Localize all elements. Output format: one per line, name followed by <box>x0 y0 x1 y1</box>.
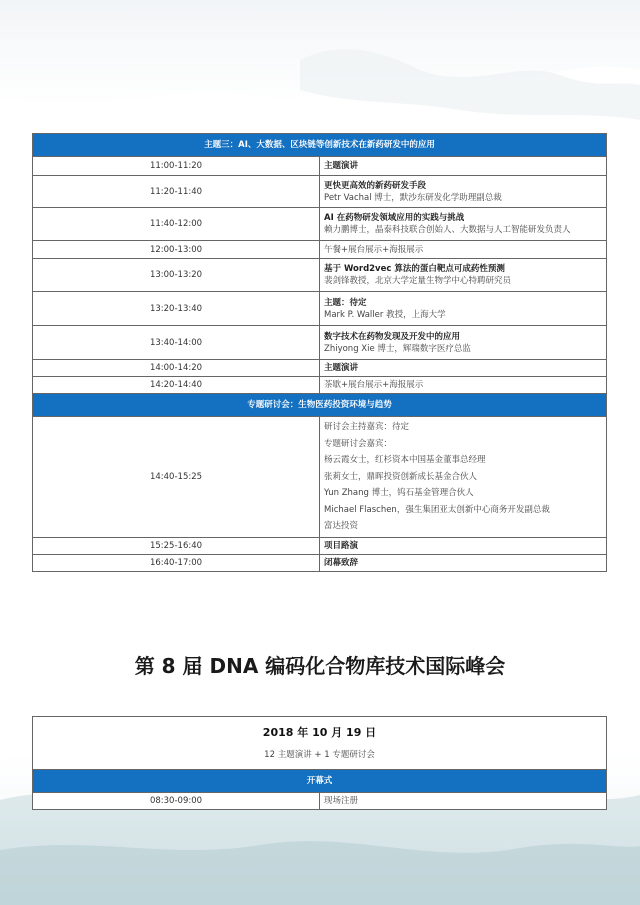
panel-line: 研讨会主持嘉宾：待定 <box>324 422 410 432</box>
panel-line: 杨云霞女士，红杉资本中国基金董事总经理 <box>324 455 486 465</box>
agenda-cell <box>320 377 607 394</box>
session-banner-row <box>33 134 607 157</box>
agenda-cell <box>320 326 607 360</box>
table-row <box>33 326 607 360</box>
panel-line: 张莉女士，鼎晖投资创新成长基金合伙人 <box>324 471 478 482</box>
panel-banner: 专题研讨会：生物医药投资环境与趋势 <box>33 394 607 417</box>
agenda-cell <box>320 176 607 208</box>
agenda-cell <box>320 554 607 571</box>
agenda-title: 茶歇+展台展示+海报展示 <box>324 380 424 390</box>
panel-line: 专题研讨会嘉宾： <box>324 438 393 449</box>
agenda-cell <box>320 157 607 176</box>
summit-date: 2018 年 10 月 19 日 <box>262 726 377 739</box>
time-slot: 13:00-13:20 <box>33 259 320 292</box>
date-cell <box>33 717 607 770</box>
agenda-title: 项目路演 <box>324 540 359 551</box>
panel-banner-row <box>33 394 607 417</box>
agenda-title: 更快更高效的新药研发手段 <box>324 180 427 191</box>
session-three-banner: 主题三：AI、大数据、区块链等创新技术在新药研发中的应用 <box>33 134 607 157</box>
agenda-cell <box>320 793 607 810</box>
table-row <box>33 537 607 554</box>
summit-schedule-table <box>32 716 607 810</box>
table-row <box>33 259 607 292</box>
agenda-title: 闭幕致辞 <box>324 557 359 568</box>
time-slot: 11:20-11:40 <box>33 176 320 208</box>
speaker-line: Petr Vachal 博士，默沙东研发化学助理副总裁 <box>324 192 502 203</box>
table-row <box>33 554 607 571</box>
agenda-cell <box>320 241 607 259</box>
table-row <box>33 208 607 241</box>
time-slot: 12:00-13:00 <box>33 241 320 259</box>
table-row <box>33 157 607 176</box>
agenda-title: 主题演讲 <box>324 161 359 171</box>
panel-line: Yun Zhang 博士，钨石基金管理合伙人 <box>324 488 474 498</box>
agenda-title: 数字技术在药物发现及开发中的应用 <box>324 331 461 342</box>
speaker-line: Zhiyong Xie 博士，辉瑞数字医疗总监 <box>324 343 471 354</box>
table-row <box>33 377 607 394</box>
agenda-cell <box>320 360 607 377</box>
agenda-title: 基于 Word2vec 算法的蛋白靶点可成药性预测 <box>324 264 505 274</box>
time-slot: 11:00-11:20 <box>33 157 320 176</box>
time-slot: 14:40-15:25 <box>33 417 320 538</box>
opening-banner: 开幕式 <box>33 770 607 793</box>
time-slot: 14:20-14:40 <box>33 377 320 394</box>
panel-line: Michael Flaschen，强生集团亚太创新中心商务开发副总裁 <box>324 504 550 515</box>
table-row <box>33 176 607 208</box>
summit-title: 第 8 届 DNA 编码化合物库技术国际峰会 <box>134 654 506 678</box>
agenda-title: 午餐+展台展示+海报展示 <box>324 244 424 255</box>
agenda-title: 现场注册 <box>324 796 359 806</box>
speaker-line: 赖力鹏博士，晶泰科技联合创始人、大数据与人工智能研发负责人 <box>324 225 571 235</box>
date-row <box>33 717 607 770</box>
summit-summary: 12 主题演讲 + 1 专题研讨会 <box>264 750 375 760</box>
time-slot: 15:25-16:40 <box>33 537 320 554</box>
agenda-title: AI 在药物研发领域应用的实践与挑战 <box>324 213 465 223</box>
time-slot: 11:40-12:00 <box>33 208 320 241</box>
table-row <box>33 417 607 538</box>
table-row <box>33 292 607 326</box>
time-slot: 08:30-09:00 <box>33 793 320 810</box>
panel-details-cell <box>320 417 607 538</box>
table-row <box>33 360 607 377</box>
agenda-title: 主题：待定 <box>324 297 367 308</box>
time-slot: 14:00-14:20 <box>33 360 320 377</box>
table-row <box>33 793 607 810</box>
speaker-line: 裴剑锋教授，北京大学定量生物学中心特聘研究员 <box>324 276 512 286</box>
agenda-title: 主题演讲 <box>324 363 359 373</box>
table-row <box>33 241 607 259</box>
agenda-cell <box>320 292 607 326</box>
panel-line: 富达投资 <box>324 521 359 531</box>
agenda-cell <box>320 259 607 292</box>
time-slot: 16:40-17:00 <box>33 554 320 571</box>
agenda-cell <box>320 208 607 241</box>
agenda-cell <box>320 537 607 554</box>
opening-banner-row <box>33 770 607 793</box>
time-slot: 13:20-13:40 <box>33 292 320 326</box>
session-three-schedule-table <box>32 133 607 572</box>
speaker-line: Mark P. Waller 教授，上海大学 <box>324 309 446 320</box>
time-slot: 13:40-14:00 <box>33 326 320 360</box>
